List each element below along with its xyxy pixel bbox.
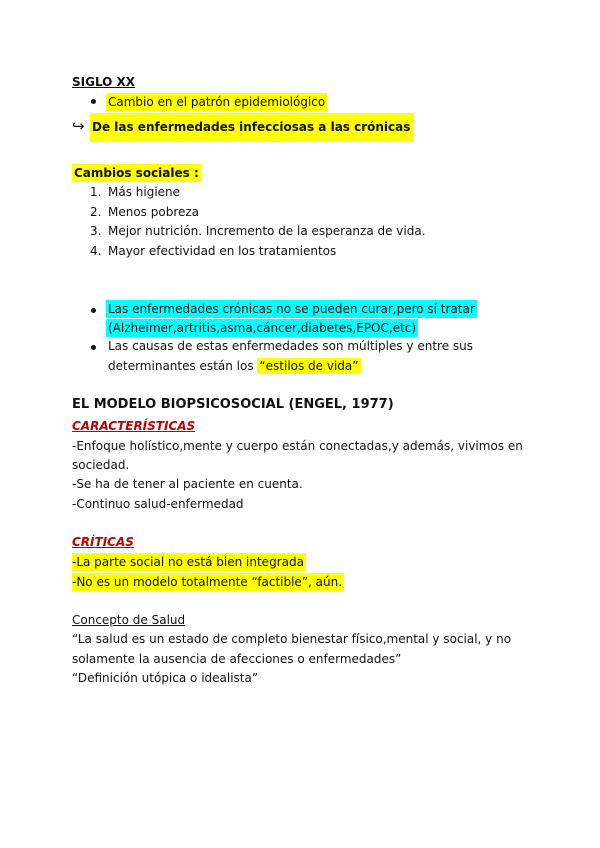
- salud-line: solamente la ausencia de afecciones o enfermedades”: [72, 652, 402, 666]
- caracteristica-line: sociedad.: [72, 458, 130, 472]
- bullet-icon: [91, 308, 96, 313]
- caracteristica-line: -Continuo salud-enfermedad: [72, 497, 244, 511]
- list-number: 2.: [90, 205, 102, 219]
- bullet-icon: [91, 345, 96, 350]
- modelo-title: EL MODELO BIOPSICOSOCIAL (ENGEL, 1977): [72, 397, 394, 412]
- estilos-de-vida-highlight: “estilos de vida”: [259, 359, 359, 373]
- salud-line: “La salud es un estado de completo bienestar físico,mental y social, y no: [72, 632, 512, 646]
- salud-heading: Concepto de Salud: [72, 613, 186, 627]
- salud-line: “Definición utópica o idealista”: [72, 671, 259, 685]
- list-item: Más higiene: [108, 185, 181, 199]
- list-number: 1.: [90, 185, 102, 199]
- cronicas-bullet1-line2: (Alzheimer,artritis,asma,cáncer,diabetes,EPOC,etc): [108, 321, 417, 335]
- siglo-title: SIGLO XX: [72, 75, 136, 89]
- list-item: Mayor efectividad en los tratamientos: [108, 244, 337, 258]
- cronicas-bullet1-line1: Las enfermedades crónicas no se pueden curar,pero sí tratar: [108, 302, 475, 316]
- siglo-bullet: Cambio en el patrón epidemiológico: [108, 95, 326, 109]
- caracteristicas-heading: CARACTERÍSTICAS: [72, 419, 196, 433]
- cambios-heading: Cambios sociales :: [74, 166, 199, 180]
- list-item: Mejor nutrición. Incremento de la esperanza de vida.: [108, 224, 426, 238]
- caracteristica-line: -Enfoque holístico,mente y cuerpo están conectadas,y además, vivimos en: [72, 439, 523, 453]
- list-item: Menos pobreza: [108, 205, 200, 219]
- critica-line: -No es un modelo totalmente “factible”, aún.: [72, 575, 343, 589]
- cronicas-bullet2-line2: [108, 358, 361, 374]
- criticas-heading: CRÍTICAS: [72, 535, 134, 549]
- list-number: 3.: [90, 224, 102, 238]
- list-number: 4.: [90, 244, 102, 258]
- siglo-arrow-line: De las enfermedades infecciosas a las crónicas: [90, 113, 414, 142]
- caracteristica-line: -Se ha de tener al paciente en cuenta.: [72, 477, 303, 491]
- cronicas-bullet2-prefix: determinantes están los: [108, 359, 258, 373]
- hook-arrow-icon: ↪: [72, 117, 85, 135]
- cronicas-bullet2-line1: Las causas de estas enfermedades son múltiples y entre sus: [108, 339, 474, 353]
- critica-line: -La parte social no está bien integrada: [72, 555, 304, 569]
- bullet-icon: [91, 99, 96, 104]
